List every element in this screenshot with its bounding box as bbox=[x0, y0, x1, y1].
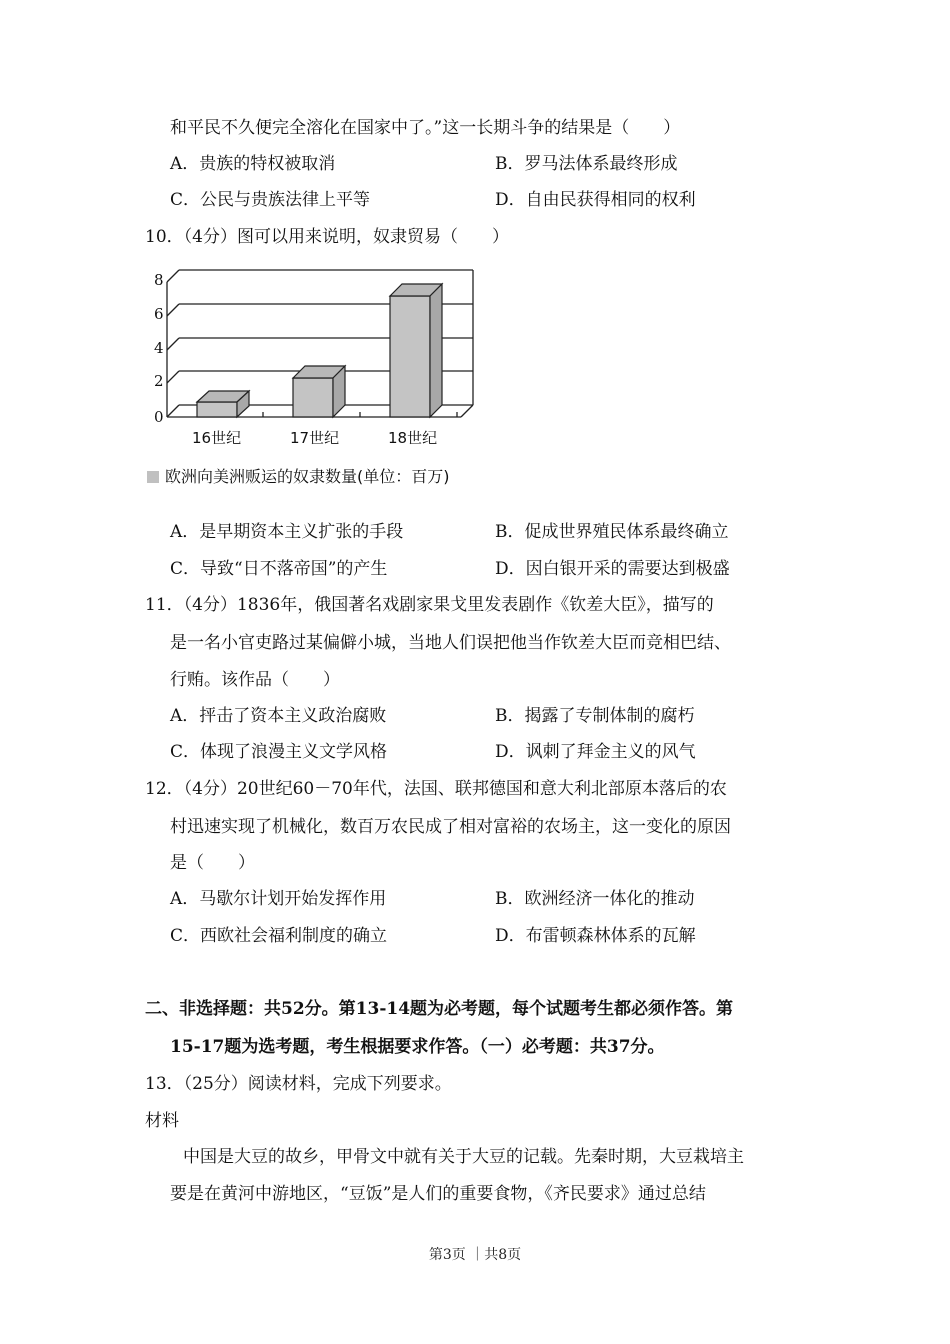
q11-stem-line-2: 是一名小官吏路过某偏僻小城，当地人们误把他当作钦差大臣而竞相巴结、 bbox=[170, 633, 731, 653]
chart-legend bbox=[147, 466, 450, 488]
q13-material-label: 材料 bbox=[145, 1111, 179, 1131]
q11-option-c: C．体现了浪漫主义文学风格 bbox=[170, 742, 388, 762]
q11-option-a: A．抨击了资本主义政治腐败 bbox=[170, 706, 387, 726]
legend-swatch-icon bbox=[147, 471, 159, 483]
page-footer: 第3页 ｜共8页 bbox=[428, 1247, 522, 1263]
q9-option-d: D．自由民获得相同的权利 bbox=[495, 190, 696, 210]
q11-option-d: D．讽刺了拜金主义的风气 bbox=[495, 742, 696, 762]
y-tick-6: 6 bbox=[154, 305, 164, 323]
bar-chart-svg bbox=[145, 262, 480, 452]
q12-option-b: B．欧洲经济一体化的推动 bbox=[495, 889, 695, 909]
q13-material-para-line-1: 中国是大豆的故乡，甲骨文中就有关于大豆的记载。先秦时期，大豆栽培主 bbox=[183, 1147, 744, 1167]
q12-stem-line-3: 是（ ） bbox=[170, 853, 255, 873]
q9-option-c: C．公民与贵族法律上平等 bbox=[170, 190, 371, 210]
q13-material-para-line-2: 要是在黄河中游地区，“豆饭”是人们的重要食物，《齐民要求》通过总结 bbox=[170, 1184, 706, 1204]
y-tick-8: 8 bbox=[154, 271, 164, 289]
q11-stem-line-3: 行贿。该作品（ ） bbox=[170, 670, 340, 690]
q11-option-b: B．揭露了专制体制的腐朽 bbox=[495, 706, 695, 726]
q11-stem-line-1: 11．（4分）1836年，俄国著名戏剧家果戈里发表剧作《钦差大臣》，描写的 bbox=[145, 595, 714, 615]
q9-option-a: A．贵族的特权被取消 bbox=[170, 154, 336, 174]
q12-option-d: D．布雷顿森林体系的瓦解 bbox=[495, 926, 696, 946]
x-tick-17th-century: 17世纪 bbox=[290, 429, 340, 447]
y-tick-2: 2 bbox=[154, 372, 164, 390]
q10-stem: 10．（4分）图可以用来说明，奴隶贸易（ ） bbox=[145, 227, 509, 247]
q9-stem-tail: 和平民不久便完全溶化在国家中了。”这一长期斗争的结果是（ ） bbox=[170, 118, 681, 138]
legend-label: 欧洲向美洲贩运的奴隶数量(单位：百万) bbox=[165, 467, 450, 486]
q10-option-c: C．导致“日不落帝国”的产生 bbox=[170, 559, 388, 579]
section-2-heading-line-2: 15-17题为选考题，考生根据要求作答。（一）必考题：共37分。 bbox=[170, 1037, 665, 1057]
q10-option-a: A．是早期资本主义扩张的手段 bbox=[170, 522, 404, 542]
y-tick-0: 0 bbox=[154, 408, 164, 426]
q12-stem-line-1: 12．（4分）20世纪60－70年代，法国、联邦德国和意大利北部原本落后的农 bbox=[145, 779, 727, 799]
q12-option-a: A．马歇尔计划开始发挥作用 bbox=[170, 889, 387, 909]
x-tick-16th-century: 16世纪 bbox=[192, 429, 242, 447]
q13-stem: 13．（25分）阅读材料，完成下列要求。 bbox=[145, 1074, 452, 1094]
q10-option-d: D．因白银开采的需要达到极盛 bbox=[495, 559, 730, 579]
slave-trade-bar-chart bbox=[145, 262, 480, 452]
q10-option-b: B．促成世界殖民体系最终确立 bbox=[495, 522, 729, 542]
q12-stem-line-2: 村迅速实现了机械化，数百万农民成了相对富裕的农场主，这一变化的原因 bbox=[170, 817, 731, 837]
q12-option-c: C．西欧社会福利制度的确立 bbox=[170, 926, 388, 946]
x-tick-18th-century: 18世纪 bbox=[388, 429, 438, 447]
section-2-heading-line-1: 二、非选择题：共52分。第13-14题为必考题，每个试题考生都必须作答。第 bbox=[145, 999, 734, 1019]
q9-option-b: B．罗马法体系最终形成 bbox=[495, 154, 678, 174]
y-tick-4: 4 bbox=[154, 339, 164, 357]
